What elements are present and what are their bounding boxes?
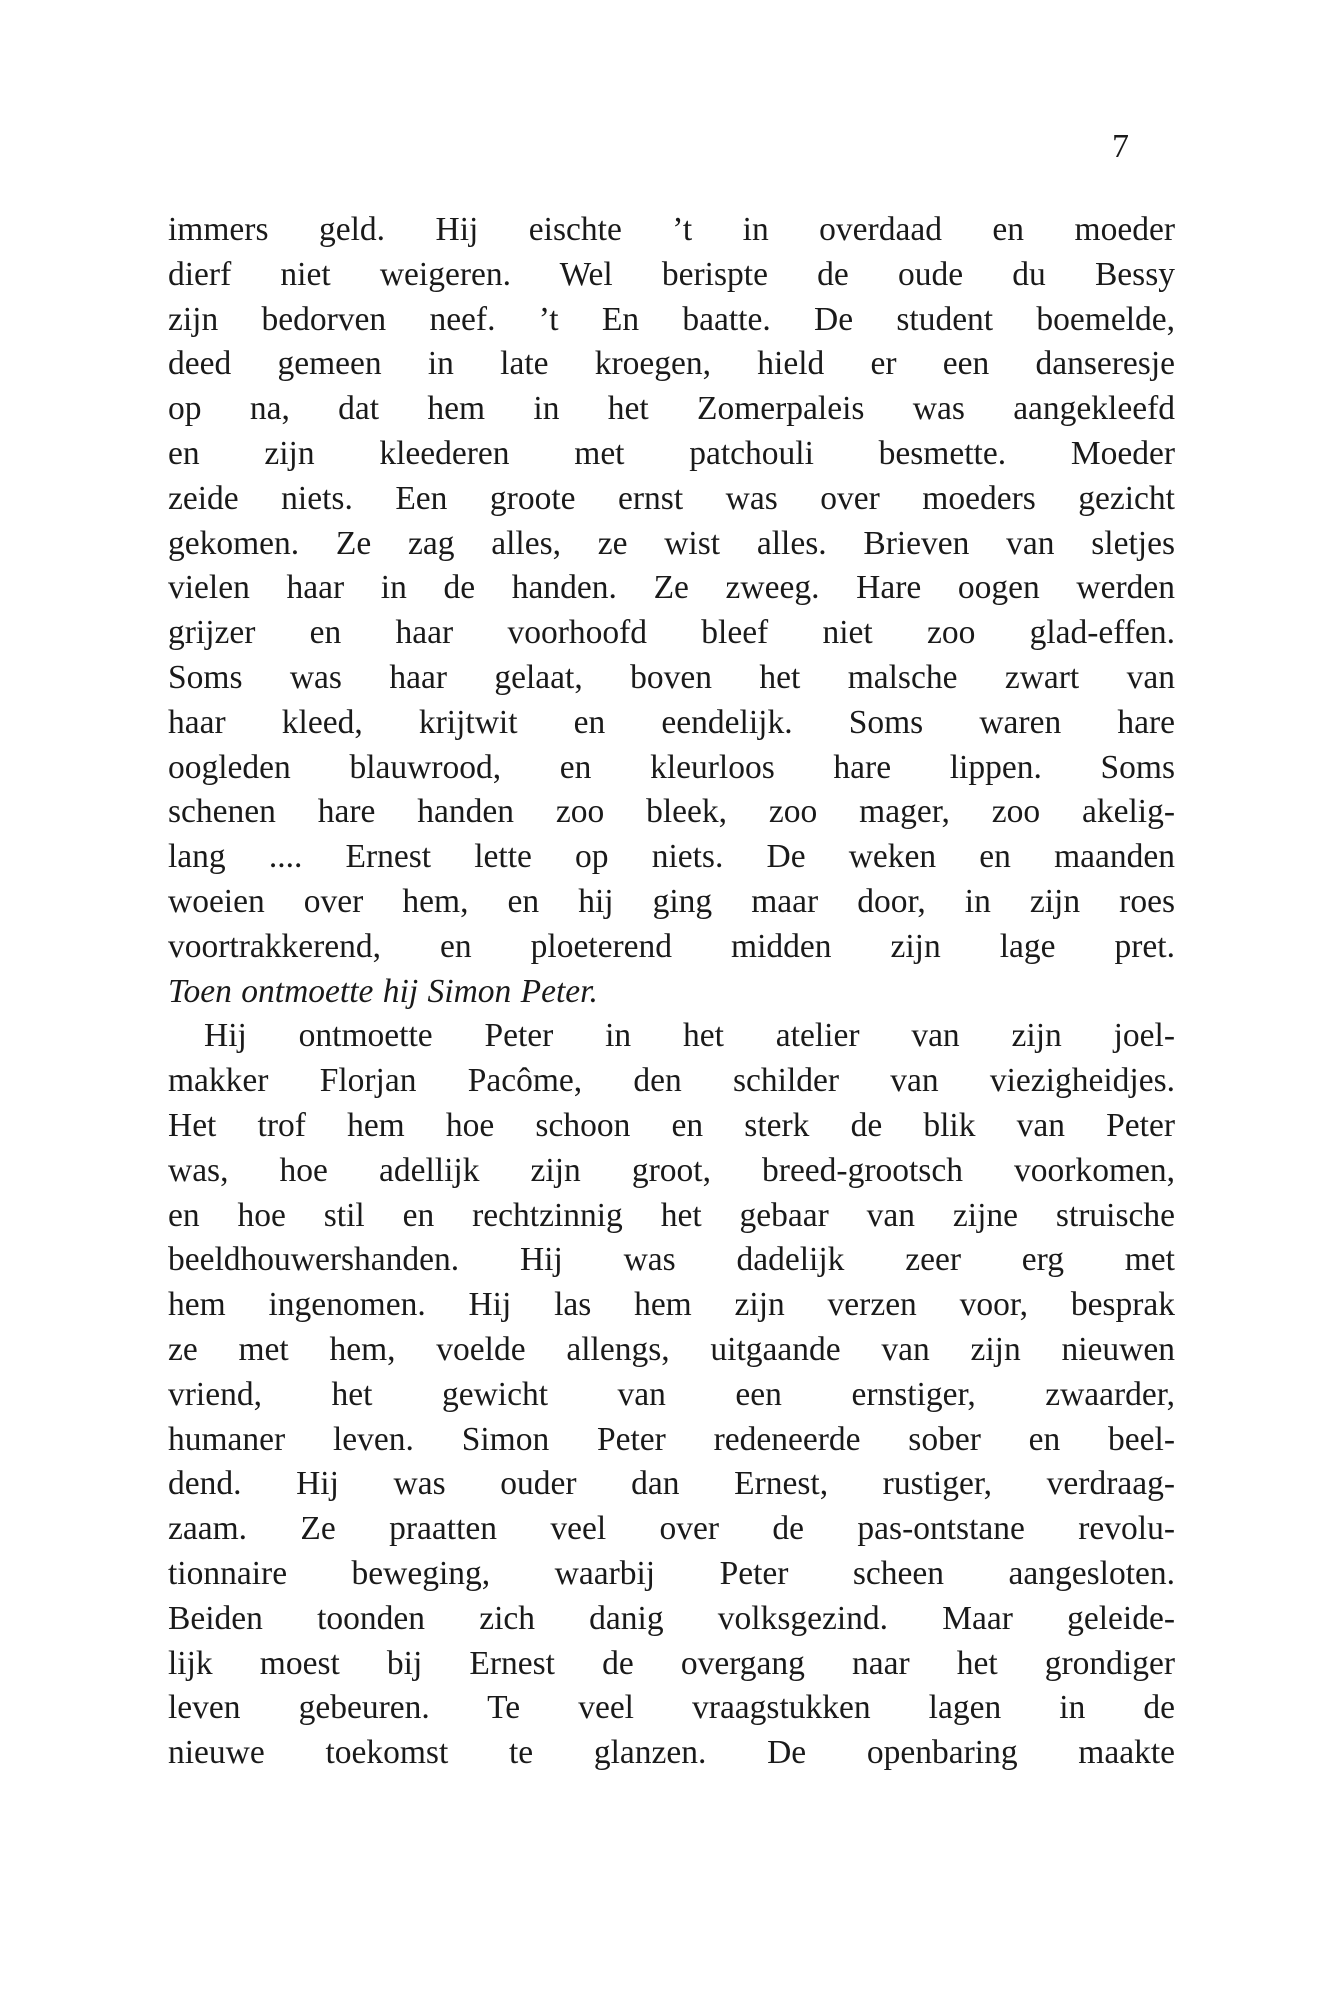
text-line: voortrakkerend, en ploeterend midden zijn lage pret.: [168, 927, 1175, 965]
text-line: hem ingenomen. Hij las hem zijn verzen voor, besprak: [168, 1286, 1175, 1324]
paragraph: [168, 208, 1175, 1014]
text-line: en hoe stil en rechtzinnig het gebaar van zijne struische: [168, 1196, 1175, 1234]
text-line: dend. Hij was ouder dan Ernest, rustiger, verdraag-: [168, 1465, 1175, 1503]
text-line: op na, dat hem in het Zomerpaleis was aangekleefd: [168, 390, 1175, 428]
text-line: lang .... Ernest lette op niets. De weken en maanden: [168, 838, 1175, 876]
text-line: zijn bedorven neef. ’t En baatte. De student boemelde,: [168, 300, 1175, 338]
text-line: Soms was haar gelaat, boven het malsche zwart van: [168, 658, 1175, 696]
text-line: zaam. Ze praatten veel over de pas-ontstane revolu-: [168, 1510, 1175, 1548]
text-line: grijzer en haar voorhoofd bleef niet zoo glad-effen.: [168, 614, 1175, 652]
text-line: Beiden toonden zich danig volksgezind. Maar geleide-: [168, 1599, 1175, 1637]
text-line: makker Florjan Pacôme, den schilder van viezigheidjes.: [168, 1062, 1175, 1100]
text-line: Hij ontmoette Peter in het atelier van zijn joel-: [204, 1017, 1175, 1055]
text-line: schenen hare handen zoo bleek, zoo mager, zoo akelig-: [168, 793, 1175, 831]
text-line: deed gemeen in late kroegen, hield er een danseresje: [168, 345, 1175, 383]
text-line: humaner leven. Simon Peter redeneerde sober en beel-: [168, 1420, 1175, 1458]
text-line: Het trof hem hoe schoon en sterk de blik van Peter: [168, 1106, 1175, 1144]
text-line: en zijn kleederen met patchouli besmette. Moeder: [168, 434, 1175, 472]
body-text: [168, 208, 1175, 1776]
paragraph: [168, 1014, 1175, 1776]
text-line: oogleden blauwrood, en kleurloos hare lippen. Soms: [168, 748, 1175, 786]
text-line: immers geld. Hij eischte ’t in overdaad en moeder: [168, 211, 1175, 248]
text-line: woeien over hem, en hij ging maar door, in zijn roes: [168, 882, 1175, 920]
text-line: was, hoe adellijk zijn groot, breed-grootsch voorkomen,: [168, 1151, 1175, 1189]
text-line: dierf niet weigeren. Wel berispte de oude du Bessy: [168, 255, 1175, 293]
text-line: Toen ontmoette hij Simon Peter.: [168, 972, 598, 1010]
text-line: haar kleed, krijtwit en eendelijk. Soms waren hare: [168, 703, 1175, 741]
text-line: beeldhouwershanden. Hij was dadelijk zeer erg met: [168, 1241, 1175, 1279]
text-line: tionnaire beweging, waarbij Peter scheen aangesloten.: [168, 1554, 1175, 1592]
page-number: 7: [1112, 128, 1129, 165]
text-line: ze met hem, voelde allengs, uitgaande van zijn nieuwen: [168, 1330, 1175, 1368]
text-line: nieuwe toekomst te glanzen. De openbaring maakte: [168, 1734, 1175, 1772]
text-line: lijk moest bij Ernest de overgang naar het grondiger: [168, 1644, 1175, 1682]
text-line: leven gebeuren. Te veel vraagstukken lagen in de: [168, 1689, 1175, 1727]
text-line: gekomen. Ze zag alles, ze wist alles. Brieven van sletjes: [168, 524, 1175, 562]
text-line: vielen haar in de handen. Ze zweeg. Hare oogen werden: [168, 569, 1175, 607]
text-line: zeide niets. Een groote ernst was over moeders gezicht: [168, 479, 1175, 517]
text-line: vriend, het gewicht van een ernstiger, zwaarder,: [168, 1375, 1175, 1413]
